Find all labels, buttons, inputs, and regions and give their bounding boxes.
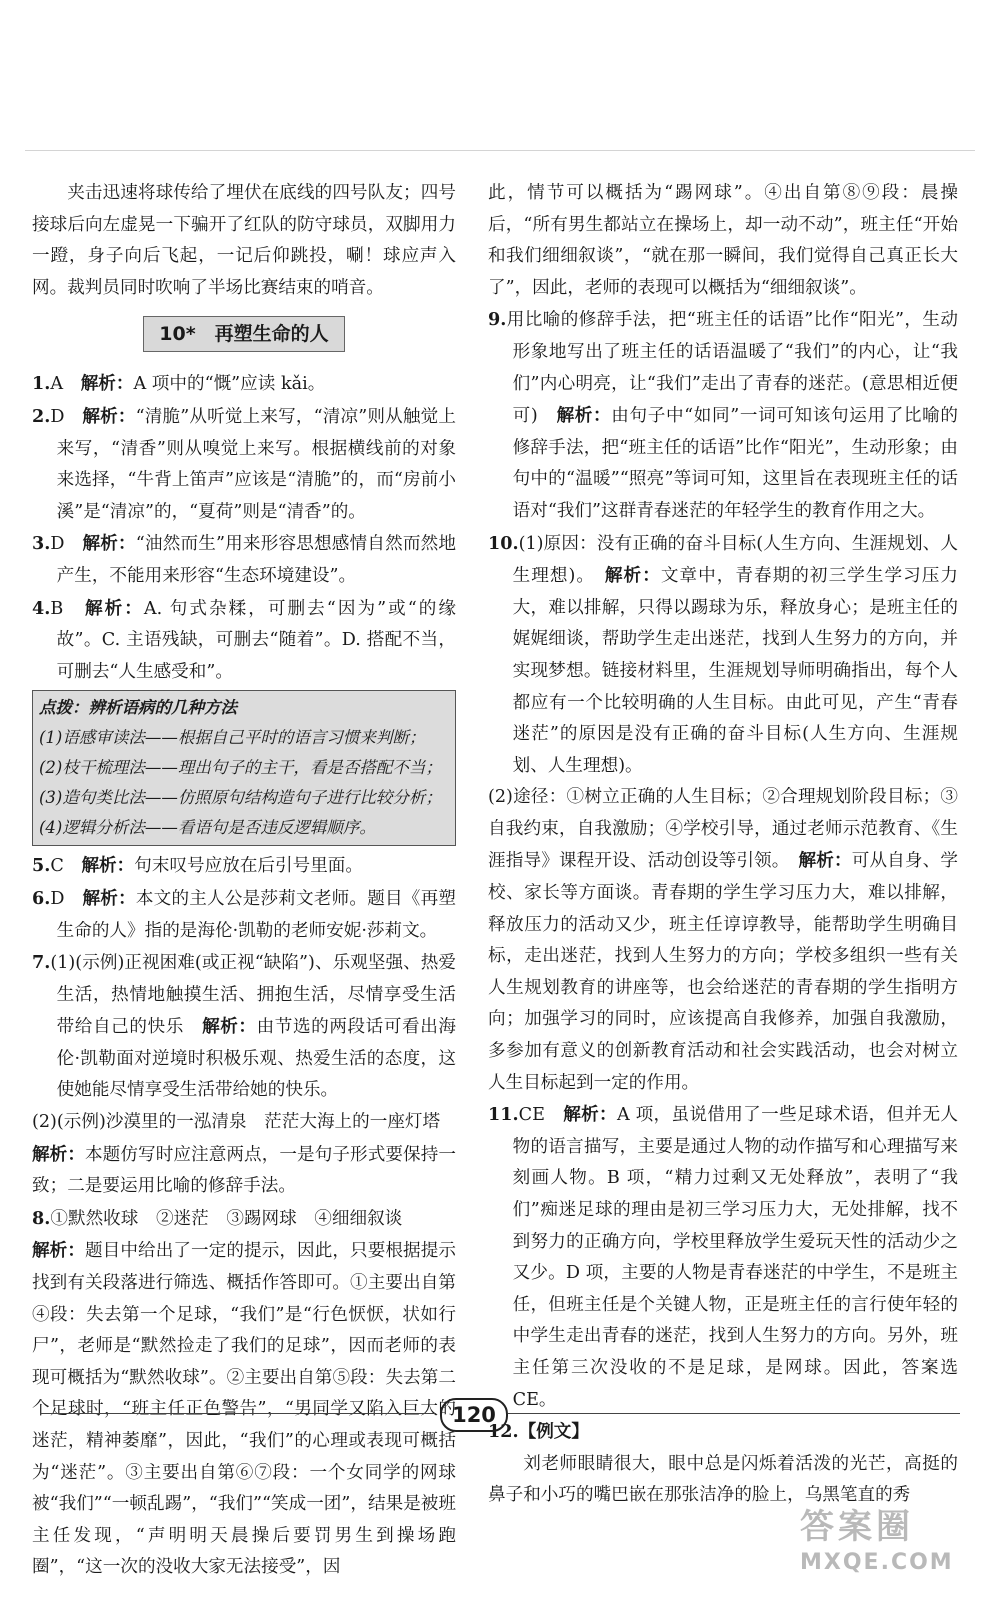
section-title: 10* 再塑生命的人 (143, 316, 345, 352)
q10-part2-answer: (2)途径：①树立正确的人生目标；②合理规划阶段目标；③自我约束，自我激励；④学校引导，通过老师示范教育、《生涯指导》课程开设、活动创设等引领。 (488, 787, 958, 872)
answer-10-part-2 (488, 782, 958, 1099)
answer-11 (488, 1099, 958, 1416)
watermark-cn: 答案圈 (800, 1507, 914, 1547)
q3-answer: D (50, 534, 65, 555)
answer-3 (32, 528, 456, 592)
header-rule (25, 150, 975, 151)
q1-answer: A (50, 374, 64, 395)
example-essay: 刘老师眼睛很大，眼中总是闪烁着活泼的光芒，高挺的鼻子和小巧的嘴巴嵌在那张洁净的脸上，乌黑笔直的秀 (488, 1453, 958, 1506)
q3-text: “油然而生”用来形容思想感情自然而然地产生，不能用来形容“生态环境建设”。 (56, 534, 456, 586)
q7-part2-text: 本题仿写时应注意两点，一是句子形式要保持一致；二是要运用比喻的修辞手法。 (32, 1144, 456, 1197)
q8-text: 题目中给出了一定的提示，因此，只要根据提示找到有关段落进行筛选、概括作答即可。①主要出自第④段：失去第一个足球，“我们”是“行色恹恹，状如行尸”，老师是“默然捡走了我们的足球”，因而老师的表现可概括为“默然收球”。②主要出自第⑤段：失去第二个足球时，“班主任正色警告”，“男同学又陷入巨大的迷茫，精神萎靡”，因此，“我们”的心理或表现可概括为“迷茫”。③主要出自第⑥⑦段：一个女同学的网球被“我们”“一顿乱踢”，“我们”“笑成一团”，结果是被班主任发现，“声明明天晨操后要罚男生到操场跑圈”，“这一次的没收大家无法接受”，因 (32, 1241, 456, 1578)
answer-7-part-2-analysis (32, 1139, 456, 1203)
q10-part2-label: 解析： (798, 850, 852, 872)
q6-label: 解析： (82, 887, 136, 909)
q3-number: 3. (32, 533, 51, 555)
q10-number: 10. (488, 532, 519, 554)
q1-label: 解析： (80, 373, 134, 395)
answer-7-part-2 (32, 1107, 456, 1139)
q9-analysis: 由句子中“如同”一词可知该句运用了比喻的修辞手法，把“班主任的话语”比作“阳光”，生动形象；由句中的“温暖”“照亮”等词可知，这里旨在表现班主任的话语对“我们”这群青春迷茫的年轻学生的教育作用之大。 (512, 406, 958, 521)
q9-text: 用比喻的修辞手法，把“班主任的话语”比作“阳光”，生动形象地写出了班主任的话语温暖了“我们”的内心，让“我们”内心明亮，让“我们”走出了青春的迷茫。(意思相近便可) (506, 310, 958, 427)
q7-part2-answer: (2)(示例)沙漠里的一泓清泉 茫茫大海上的一座灯塔 (32, 1112, 441, 1133)
q5-answer: C (50, 856, 64, 877)
answer-8-continued: 此，情节可以概括为“踢网球”。④出自第⑧⑨段：晨操后，“所有男生都站立在操场上，却一动不动”，班主任“开始和我们细细叙谈”，“就在那一瞬间，我们觉得自己真正长大了”，因此，老师的表现可以概括为“细细叙谈”。 (488, 183, 958, 298)
answer-2 (32, 401, 456, 528)
q2-number: 2. (32, 405, 51, 427)
q4-text: A. 句式杂糅，可删去“因为”或“的缘故”。C. 主语残缺，可删去“随着”。D. 搭配不当，可删去“人生感受和”。 (56, 598, 456, 682)
q11-answer: CE (518, 1105, 545, 1126)
q10-part1-answer: (1)原因：没有正确的奋斗目标(人生方向、生涯规划、人生理想)。 (512, 533, 958, 587)
q4-number: 4. (32, 597, 51, 619)
page-number-rule-left (40, 1413, 436, 1414)
answer-6 (32, 883, 456, 947)
watermark-logo (800, 1505, 990, 1590)
q4-answer: B (50, 598, 64, 619)
q2-answer: D (50, 406, 65, 427)
answer-8 (32, 1203, 456, 1236)
watermark-en: MXQE.COM (800, 1550, 954, 1575)
q5-number: 5. (32, 855, 51, 877)
q7-part1-text: 由节选的两段话可看出海伦·凯勒面对逆境时积极乐观、热爱生活的态度，这使她能尽情享受生活带给她的快乐。 (56, 1017, 456, 1101)
q7-part2-label: 解析： (32, 1143, 86, 1165)
intro-paragraph: 夹击迅速将球传给了埋伏在底线的四号队友；四号接球后向左虚晃一下骗开了红队的防守球员，双脚用力一蹬，身子向后飞起，一记后仰跳投，唰！球应声入网。裁判员同时吹响了半场比赛结束的哨音。 (32, 183, 456, 298)
page-number: 120 (440, 1398, 508, 1432)
q11-text: A 项，虽说借用了一些足球术语，但并无人物的语言描写，主要是通过人物的动作描写和心理描写来刻画人物。B 项，“精力过剩又无处释放”，表明了“我们”痴迷足球的理由是初三学习压力大，无处排解，找不到努力的正确方向，学校里释放学生爱玩天性的活动少之又少。D 项，主要的人物是青春迷茫的中学生，不是班主任，但班主任是个关键人物，正是班主任的言行使年轻的中学生走出青春的迷茫，找到人生努力的方向。另外，班主任第三次没收的不是足球，是网球。因此，答案选 CE。 (512, 1105, 958, 1410)
q1-text: A 项中的“慨”应读 kǎi。 (133, 374, 326, 395)
answer-5 (32, 850, 456, 883)
q3-label: 解析： (82, 533, 136, 555)
q7-part1-answer: (1)(示例)正视困难(或正视“缺陷”)、乐观坚强、热爱生活，热情地触摸生活、拥抱生活，尽情享受生活带给自己的快乐 (50, 953, 456, 1038)
q2-text: “清脆”从听觉上来写，“清凉”则从触觉上来写，“清香”则从嗅觉上来写。根据横线前的对象来选择，“牛背上笛声”应该是“清脆”的，而“房前小溪”是“清凉”的，“夏荷”则是“清香”的。 (56, 406, 456, 522)
q10-part1-text: 文章中，青春期的初三学生学习压力大，难以排解，只得以踢球为乐，释放身心；是班主任的娓娓细谈，帮助学生走出迷茫，找到人生努力的方向，并实现梦想。链接材料里，生涯规划导师明确指出，每个人都应有一个比较明确的人生目标。由此可见，产生“青春迷茫”的原因是没有正确的奋斗目标(人生方向、生涯规划、人生理想)。 (512, 566, 958, 776)
q7-number: 7. (32, 952, 51, 974)
q5-label: 解析： (81, 855, 135, 877)
q9-label: 解析： (556, 405, 612, 427)
answer-9 (488, 304, 958, 527)
q8-number: 8. (32, 1207, 51, 1229)
answer-7-part-1 (32, 947, 456, 1107)
q9-number: 9. (488, 309, 507, 331)
tip-title: 点拨：辨析语病的几种方法 (39, 698, 237, 718)
answer-8-analysis (32, 1235, 456, 1584)
q6-number: 6. (32, 887, 51, 909)
q12-label: 【例文】 (518, 1421, 589, 1443)
q5-text: 句末叹号应放在后引号里面。 (134, 856, 363, 877)
q7-part1-label: 解析： (202, 1016, 257, 1038)
q8-label: 解析： (32, 1240, 86, 1262)
q11-label: 解析： (563, 1104, 617, 1126)
answer-4 (32, 593, 456, 689)
q10-part2-text: 可从自身、学校、家长等方面谈。青春期的学生学习压力大，难以排解，释放压力的活动又少，班主任谆谆教导，能帮助学生明确目标，走出迷茫，找到人生努力的方向；学校多组织一些有关人生规划教育的讲座等，也会给迷茫的青春期的学生指明方向；加强学习的同时，应该提高自我修养，加强自我激励，多参加有意义的创新教育活动和社会实践活动，也会对树立人生目标起到一定的作用。 (488, 851, 958, 1093)
q11-number: 11. (488, 1104, 519, 1126)
page-number-rule-right (508, 1413, 960, 1414)
q6-answer: D (50, 888, 65, 909)
tip-item: (2)枝干梳理法——理出句子的主干，看是否搭配不当； (39, 758, 442, 778)
tip-item: (4)逻辑分析法——看语句是否违反逻辑顺序。 (39, 818, 376, 838)
q2-label: 解析： (82, 405, 136, 427)
q10-part1-label: 解析： (604, 565, 661, 587)
answer-1 (32, 368, 456, 401)
q4-label: 解析： (84, 597, 144, 619)
left-column (32, 178, 456, 1584)
answer-10-part-1 (488, 528, 958, 783)
q8-answer: ①默然收球 ②迷茫 ③踢网球 ④细细叙谈 (50, 1208, 403, 1229)
q12-number: 12. (488, 1421, 519, 1443)
answer-12 (488, 1416, 958, 1449)
tip-box (32, 690, 456, 846)
tip-item: (3)造句类比法——仿照原句结构造句子进行比较分析； (39, 788, 442, 808)
right-column (488, 178, 958, 1512)
q6-text: 本文的主人公是莎莉文老师。题目《再塑生命的人》指的是海伦·凯勒的老师安妮·莎莉文。 (56, 888, 456, 941)
q1-number: 1. (32, 373, 51, 395)
tip-item: (1)语感审读法——根据自己平时的语言习惯来判断； (39, 728, 426, 748)
